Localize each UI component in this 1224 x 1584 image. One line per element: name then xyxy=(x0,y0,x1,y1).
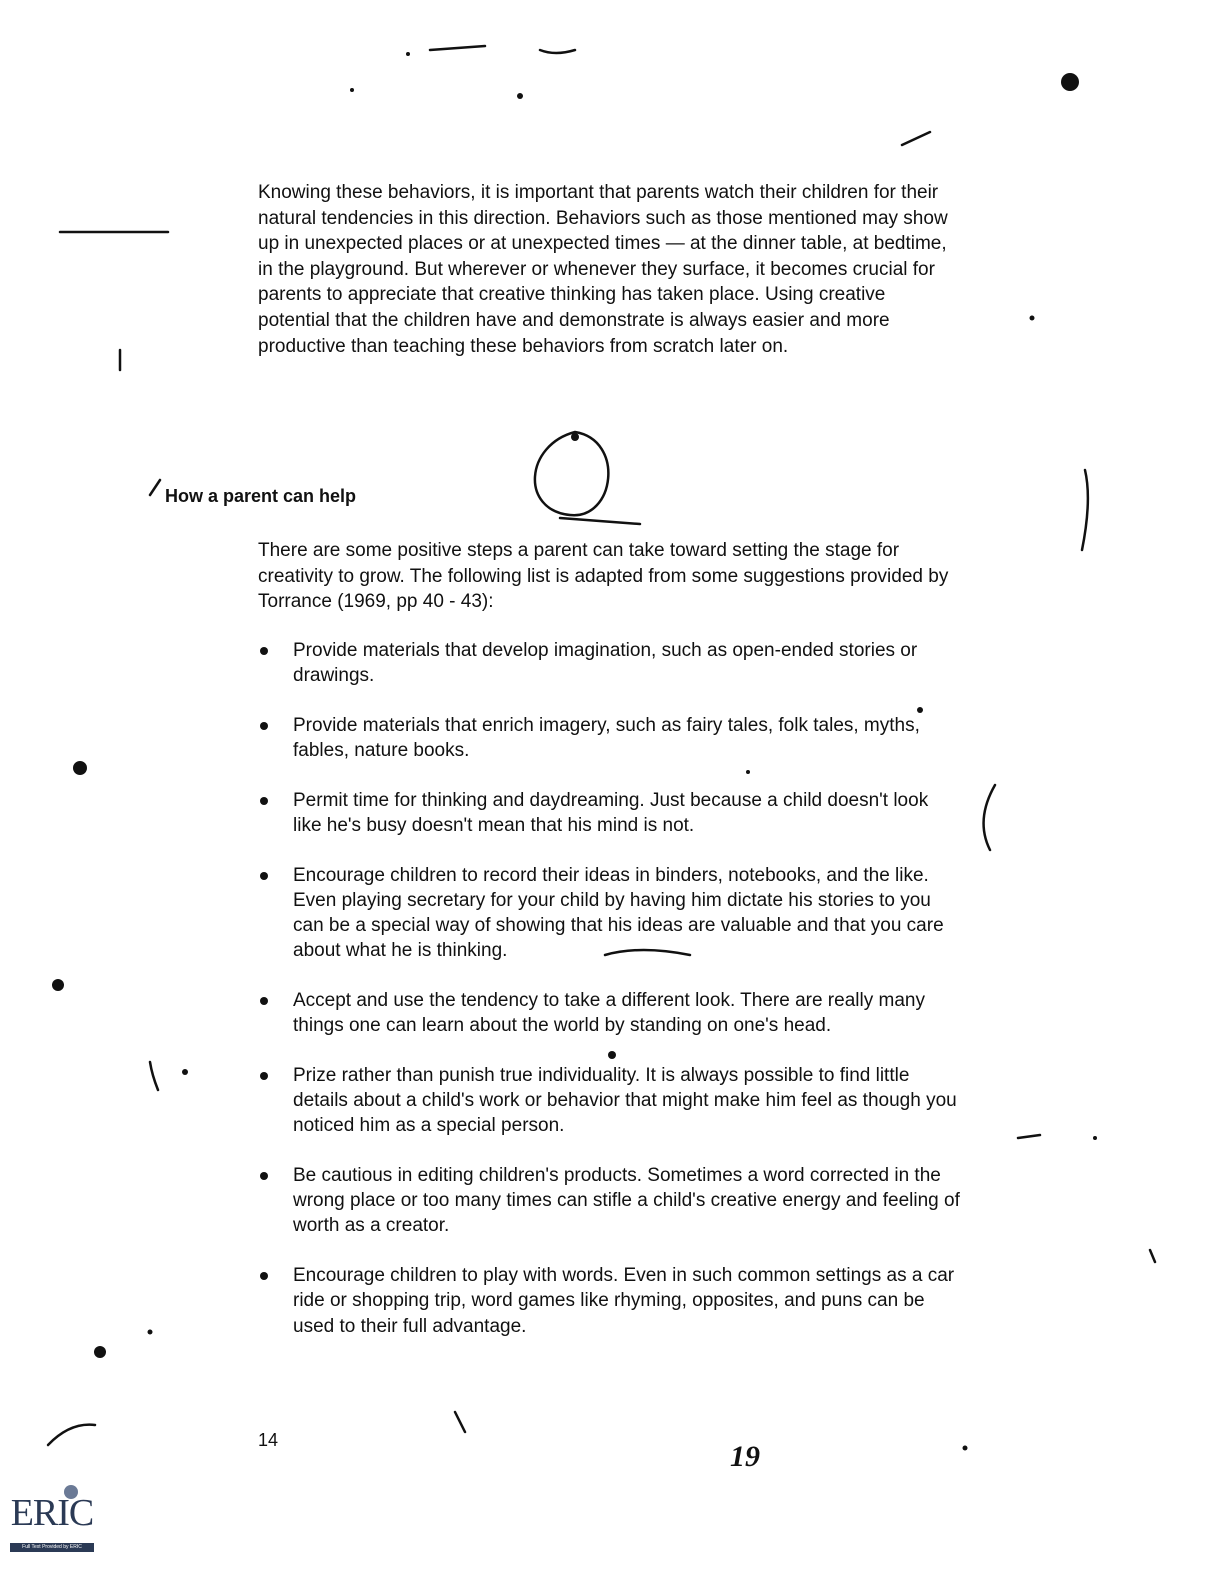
handwritten-page-number: 19 xyxy=(730,1440,760,1473)
list-item xyxy=(260,1163,960,1239)
list-item xyxy=(260,863,960,964)
list-item-text: Provide materials that develop imagination, such as open-ended stories or drawings. xyxy=(293,640,918,687)
list-item xyxy=(260,713,960,763)
logo-tagline: Full Text Provided by ERIC xyxy=(10,1543,94,1552)
printed-page-number: 14 xyxy=(258,1430,279,1450)
list-item-text: Encourage children to record their ideas in binders, notebooks, and the like. Even playing secretary for your child by having him dictate his stories to you can be a special way of showing that his ideas are valuable and that you care about what he is thinking. xyxy=(293,864,944,962)
list-item xyxy=(260,988,960,1038)
bullet-icon xyxy=(260,722,268,730)
bullet-icon xyxy=(260,1172,268,1180)
suggestion-list xyxy=(260,638,960,1363)
eric-logo xyxy=(6,1485,98,1563)
bullet-icon xyxy=(260,797,268,805)
list-item xyxy=(260,1063,960,1139)
list-item-text: Be cautious in editing children's products. Sometimes a word corrected in the wrong place or too many times can stifle a child's creative energy and feeling of worth as a creator. xyxy=(293,1165,960,1237)
list-item-text: Provide materials that enrich imagery, such as fairy tales, folk tales, myths, fables, nature books. xyxy=(293,714,920,762)
section-heading: How a parent can help xyxy=(165,486,357,506)
list-item-text: Prize rather than punish true individuality. It is always possible to find little details about a child's work or behavior that might make him feel as though you noticed him as a special person. xyxy=(293,1064,957,1137)
list-item-text: Accept and use the tendency to take a different look. There are really many things one can learn about the world by standing on one's head. xyxy=(293,990,925,1037)
bullet-icon xyxy=(260,647,268,655)
list-item xyxy=(260,638,960,688)
logo-text: ERIC xyxy=(10,1492,94,1534)
intro-paragraph: Knowing these behaviors, it is important that parents watch their children for their natural tendencies in this direction. Behaviors such as those mentioned may show up in unexpected places or at unexpected times — at the dinner table, at bedtime, in the playground. But wherever or whenever they surface, it becomes crucial for parents to appreciate that creative thinking has taken place. Using creative potential that the children have and demonstrate is always easier and more productive than teaching these behaviors from scratch later on. xyxy=(258,182,948,357)
list-item xyxy=(260,788,960,838)
bullet-icon xyxy=(260,1072,268,1080)
bullet-icon xyxy=(260,1272,268,1280)
section-intro: There are some positive steps a parent can take toward setting the stage for creativity to grow. The following list is adapted from some suggestions provided by Torrance (1969, pp 40 - 43): xyxy=(258,540,949,613)
bullet-icon xyxy=(260,997,268,1005)
list-item-text: Encourage children to play with words. Even in such common settings as a car ride or shopping trip, word games like rhyming, opposites, and puns can be used to their full advantage. xyxy=(293,1265,955,1337)
bullet-icon xyxy=(260,872,268,880)
list-item-text: Permit time for thinking and daydreaming. Just because a child doesn't look like he's busy doesn't mean that his mind is not. xyxy=(293,789,929,837)
list-item xyxy=(260,1263,960,1339)
